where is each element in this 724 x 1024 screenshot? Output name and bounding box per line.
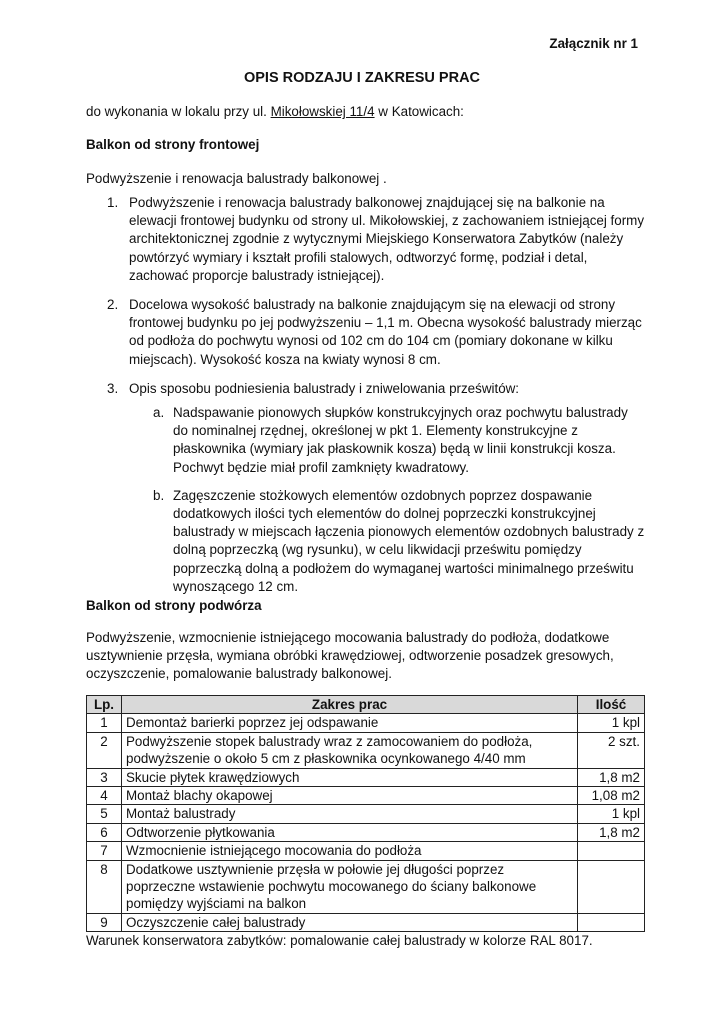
list-item-number: 2. [107,297,119,313]
works-table [86,695,645,932]
list-item [86,380,646,596]
sublist-item-letter: b. [153,487,165,503]
header-qty: Ilość [578,696,645,714]
row-lp: 1 [87,714,122,732]
table-row [87,732,645,768]
row-qty [578,860,645,913]
header-lp: Lp. [87,696,122,714]
sublist-item [129,487,646,596]
table-row [87,787,645,805]
table-header-row [87,696,645,714]
row-lp: 3 [87,768,122,786]
intro-prefix: do wykonania w lokalu przy ul. [86,104,267,119]
sublist-item [129,404,646,477]
row-qty [578,913,645,931]
list-item [86,194,646,285]
row-desc: Skucie płytek krawędziowych [122,768,578,786]
list-item [86,296,646,369]
row-desc: Oczyszczenie całej balustrady [122,913,578,931]
sublist-item-text: Nadspawanie pionowych słupków konstrukcyjnych oraz pochwytu balustrady do nominalnej rzędnej, określonej w pkt 1. Elementy konstrukcyjne z płaskownika (wymiary jak płaskownik kosza) będą w linii konstrukcji kosza. Pochwyt będzie miał profil zamknięty kwadratowy. [173,405,628,475]
row-qty: 2 szt. [578,732,645,768]
row-desc: Demontaż barierki poprzez jej odspawanie [122,714,578,732]
list-item-text: Opis sposobu podniesienia balustrady i zniwelowania prześwitów: [129,380,520,396]
section1-lead: Podwyższenie i renowacja balustrady balkonowej . [86,171,387,186]
section1-heading: Balkon od strony frontowej [86,137,260,152]
intro-suffix: w Katowicach: [378,104,464,119]
section1-sublist [129,404,646,596]
list-item-text: Podwyższenie i renowacja balustrady balkonowej znajdującej się na balkonie na elewacji frontowej budynku od strony ul. Mikołowskiej, z zachowaniem istniejącej formy architektonicznej zgodnie z wytycznymi Miejskiego Konserwatora Zabytków (należy powtórzyć wymiary i kształt profili stalowych, odtworzyć formę, podział i detal, zachować proporcje balustrady istniejącej). [129,195,645,283]
row-desc: Podwyższenie stopek balustrady wraz z zamocowaniem do podłoża, podwyższenie o około 5 cm z płaskownika ocynkowanego 4/40 mm [122,732,578,768]
row-lp: 5 [87,805,122,823]
section2-lead-line: Podwyższenie, wzmocnienie istniejącego mocowania balustrady do podłoża, dodatkowe [86,630,610,645]
list-item-number: 1. [107,195,119,210]
footer-note: Warunek konserwatora zabytków: pomalowanie całej balustrady w kolorze RAL 8017. [86,933,593,948]
row-qty: 1,08 m2 [578,787,645,805]
row-desc: Montaż blachy okapowej [122,787,578,805]
header-scope: Zakres prac [122,696,578,714]
row-qty: 1,8 m2 [578,768,645,786]
section2-lead-line: oczyszczenie, pomalowanie balustrady balkonowej. [86,666,392,681]
section2-lead-line: usztywnienie przęsła, wymiana obróbki krawędziowej, odtworzenie posadzek gresowych, [86,648,614,663]
sublist-item-text: Zagęszczenie stożkowych elementów ozdobnych poprzez dospawanie dodatkowych ilości tych elementów do dolnej poprzeczki konstrukcyjnej balustrady w miejscach łączenia pionowych elementów ozdobnych balustrady z dolną poprzeczką (wg rysunku), w celu likwidacji prześwitu pomiędzy poprzeczką dolną a podłożem do wymaganej wartości minimalnego prześwitu wynoszącego 12 cm. [173,487,645,594]
list-item-number: 3. [107,380,119,396]
table-row [87,823,645,841]
list-item-text: Docelowa wysokość balustrady na balkonie znajdującym się na elewacji od strony frontowej budynku po jej podwyższeniu – 1,1 m. Obecna wysokość balustrady mierząc od podłoża do pochwytu wynosi od 102 cm do 104 cm (pomiary dokonane w kilku miejscach). Wysokość kosza na kwiaty wynosi 8 cm. [129,297,642,367]
section2-heading: Balkon od strony podwórza [86,598,262,613]
table-row [87,768,645,786]
row-lp: 8 [87,860,122,913]
table-row [87,714,645,732]
table-row [87,860,645,913]
row-qty: 1,8 m2 [578,823,645,841]
table-row [87,913,645,931]
row-lp: 7 [87,842,122,860]
document-title: OPIS RODZAJU I ZAKRESU PRAC [243,70,481,86]
sublist-item-letter: a. [153,405,165,421]
row-desc: Wzmocnienie istniejącego mocowania do podłoża [122,842,578,860]
row-qty: 1 kpl [578,714,645,732]
attachment-label: Załącznik nr 1 [549,36,638,51]
table-row [87,842,645,860]
intro-line [86,104,464,119]
table-row [87,805,645,823]
row-desc: Dodatkowe usztywnienie przęsła w połowie jej długości poprzez poprzeczne wstawienie pochwytu mocowanego do ściany balkonowe pomiędzy wyjściami na balkon [122,860,578,913]
row-lp: 9 [87,913,122,931]
row-desc: Montaż balustrady [122,805,578,823]
row-lp: 6 [87,823,122,841]
row-desc: Odtworzenie płytkowania [122,823,578,841]
row-lp: 4 [87,787,122,805]
section1-list [86,194,646,607]
row-qty: 1 kpl [578,805,645,823]
row-qty [578,842,645,860]
intro-address: Mikołowskiej 11/4 [270,104,375,119]
row-lp: 2 [87,732,122,768]
